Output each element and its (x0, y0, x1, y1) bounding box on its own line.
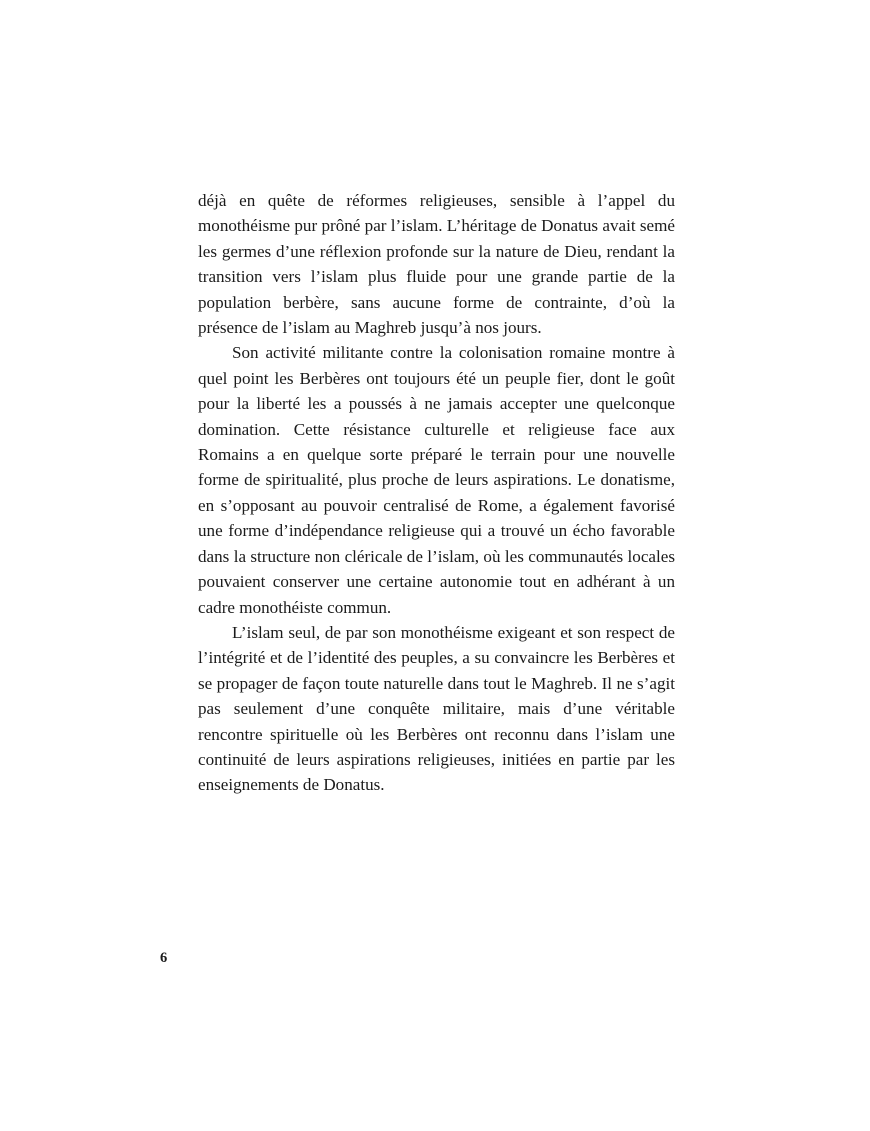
page-number: 6 (160, 950, 168, 966)
body-paragraph-3: L’islam seul, de par son monothéisme exigeant et son respect de l’intégrité et de l’identité des peuples, a su convaincre les Berbères et se propager de façon toute naturelle dans tout le Maghreb. Il ne s’agit pas seulement d’une conquête militaire, mais d’une véritable rencontre spirituelle où les Berbères ont reconnu dans l’islam une continuité de leurs aspirations religieuses, initiées en partie par les enseignements de Donatus. (198, 622, 675, 795)
page-text-block (198, 188, 675, 798)
body-paragraph-1: déjà en quête de réformes religieuses, sensible à l’appel du monothéisme pur prôné par l’islam. L’héritage de Donatus avait semé les germes d’une réflexion profonde sur la nature de Dieu, rendant la transition vers l’islam plus fluide pour une grande partie de la population berbère, sans aucune forme de contrainte, d’où la présence de l’islam au Maghreb jusqu’à nos jours. (198, 191, 675, 338)
body-paragraph-2: Son activité militante contre la colonisation romaine montre à quel point les Berbères ont toujours été un peuple fier, dont le goût pour la liberté les a poussés à ne jamais accepter une quelconque domination. Cette résistance culturelle et religieuse face aux Romains a en quelque sorte préparé le terrain pour une nouvelle forme de spiritualité, plus proche de leurs aspirations. Le donatisme, en s’opposant au pouvoir centralisé de Rome, a également favorisé une forme d’indépendance religieuse qui a trouvé un écho favorable dans la structure non cléricale de l’islam, où les communautés locales pouvaient conserver une certaine autonomie tout en adhérant à un cadre monothéiste commun. (198, 343, 675, 617)
